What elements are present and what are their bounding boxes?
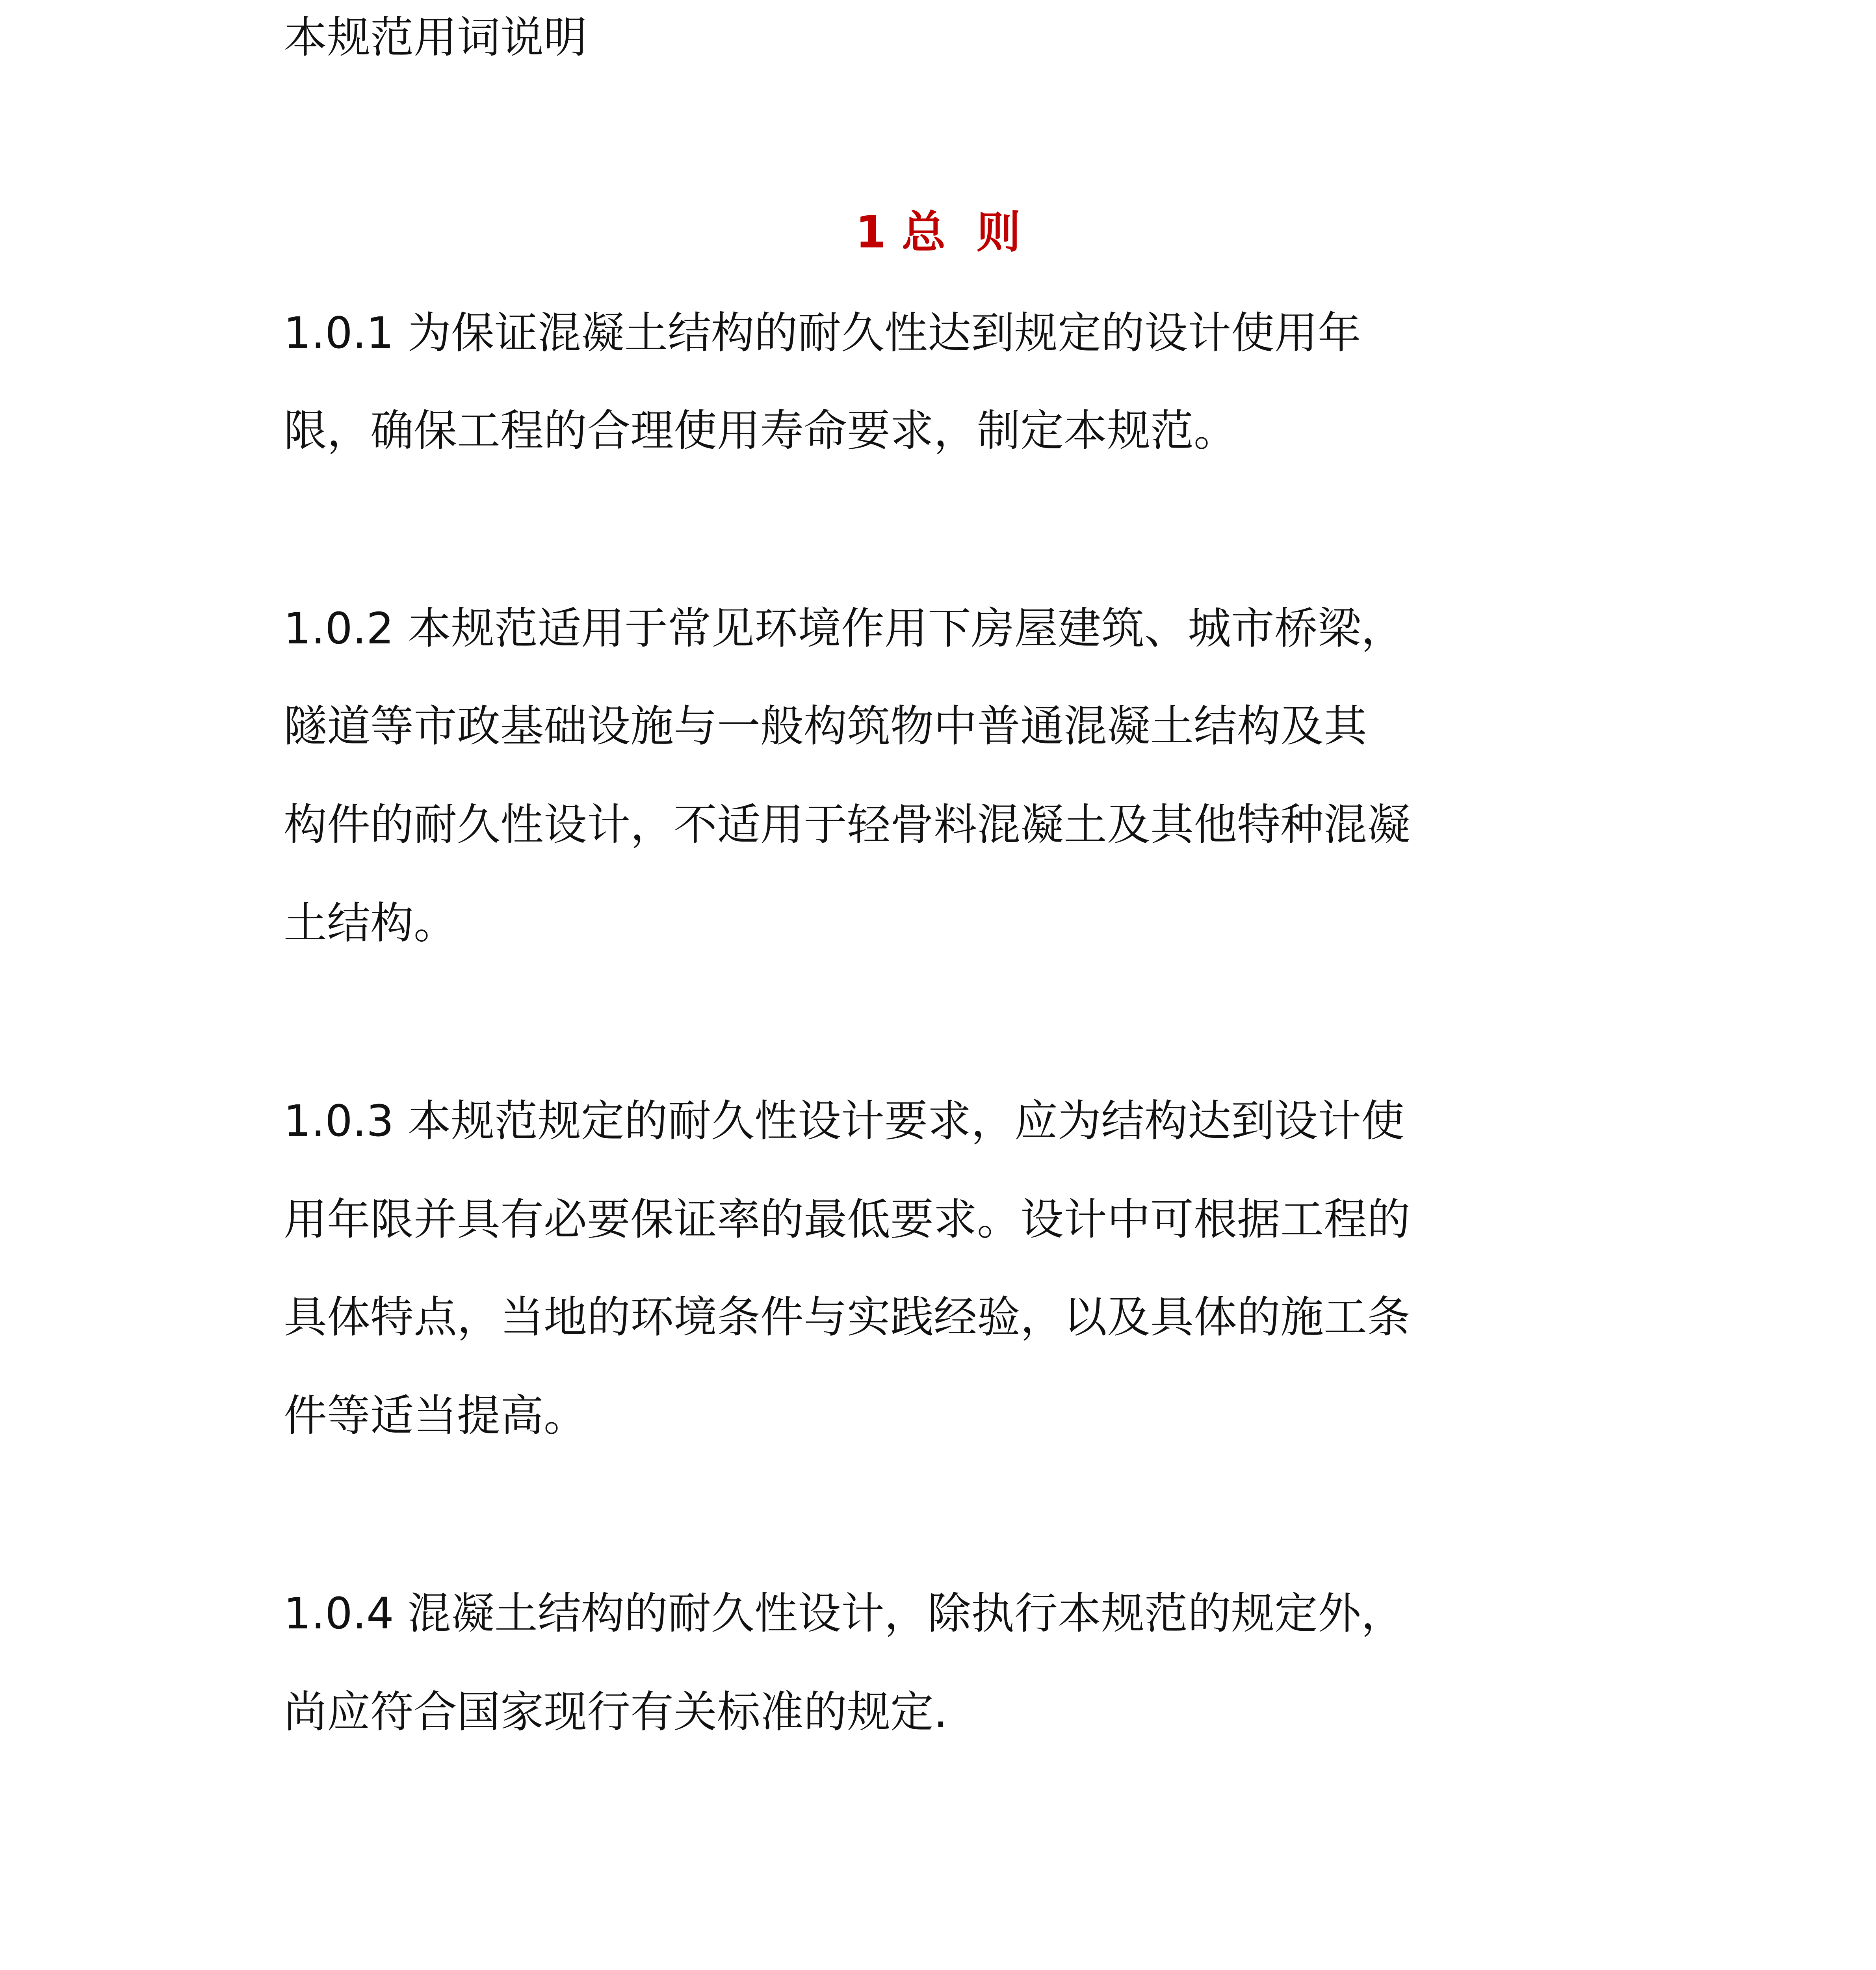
chapter-1-title: 1 总 则 (855, 207, 1021, 258)
paragraph-line: 具体特点，当地的环境条件与实践经验，以及具体的施工条 (284, 1292, 1410, 1342)
paragraph-line: 1.0.4 混凝土结构的耐久性设计，除执行本规范的规定外， (284, 1588, 1404, 1639)
paragraph-line: 1.0.1 为保证混凝土结构的耐久性达到规定的设计使用年 (284, 308, 1361, 358)
paragraph-line: 土结构。 (284, 898, 457, 948)
paragraph-line: 隧道等市政基础设施与一般构筑物中普通混凝土结构及其 (284, 701, 1367, 751)
paragraph-line: 件等适当提高。 (284, 1390, 587, 1441)
paragraph-line: 尚应符合国家现行有关标准的规定. (284, 1687, 947, 1737)
paragraph-line: 1.0.3 本规范规定的耐久性设计要求，应为结构达到设计使 (284, 1096, 1404, 1146)
paragraph-line: 1.0.2 本规范适用于常见环境作用下房屋建筑、城市桥梁， (284, 603, 1404, 654)
header-text: 本规范用词说明 (284, 12, 587, 63)
paragraph-line: 限，确保工程的合理使用寿命要求，制定本规范。 (284, 405, 1237, 456)
paragraph-line: 构件的耐久性设计，不适用于轻骨料混凝土及其他特种混凝 (284, 799, 1410, 850)
paragraph-line: 用年限并具有必要保证率的最低要求。设计中可根据工程的 (284, 1194, 1410, 1245)
